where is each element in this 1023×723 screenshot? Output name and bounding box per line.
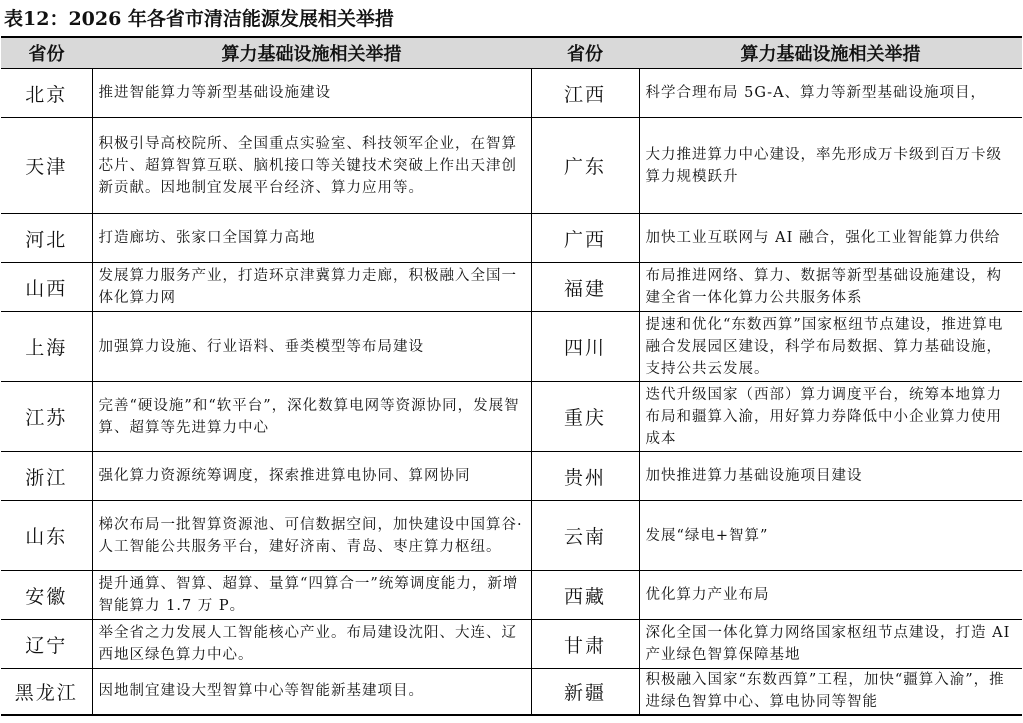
province-cell: 重庆 xyxy=(531,382,639,452)
table-row xyxy=(1,118,1022,214)
table-header-row xyxy=(1,37,1022,69)
measure-cell: 科学合理布局 5G-A、算力等新型基础设施项目， xyxy=(639,69,1022,118)
header-measures-right: 算力基础设施相关举措 xyxy=(639,37,1022,69)
measure-cell: 发展“绿电+智算” xyxy=(639,501,1022,571)
province-cell: 江西 xyxy=(531,69,639,118)
table-row xyxy=(1,452,1022,501)
measure-cell: 布局推进网络、算力、数据等新型基础设施建设，构建全省一体化算力公共服务体系 xyxy=(639,263,1022,312)
table-row xyxy=(1,263,1022,312)
table-row xyxy=(1,620,1022,669)
province-cell: 辽宁 xyxy=(1,620,92,669)
table-row xyxy=(1,69,1022,118)
measure-cell: 迭代升级国家（西部）算力调度平台，统筹本地算力布局和疆算入渝，用好算力券降低中小企业算力使用成本 xyxy=(639,382,1022,452)
table-row xyxy=(1,382,1022,452)
province-cell: 山东 xyxy=(1,501,92,571)
measure-cell: 因地制宜建设大型智算中心等智能新基建项目。 xyxy=(92,669,531,715)
province-cell: 安徽 xyxy=(1,571,92,620)
measure-cell: 深化全国一体化算力网络国家枢纽节点建设，打造 AI 产业绿色智算保障基地 xyxy=(639,620,1022,669)
measure-cell: 加快推进算力基础设施项目建设 xyxy=(639,452,1022,501)
province-cell: 甘肃 xyxy=(531,620,639,669)
province-cell: 新疆 xyxy=(531,669,639,715)
province-cell: 江苏 xyxy=(1,382,92,452)
measure-cell: 提升通算、智算、超算、量算“四算合一”统筹调度能力，新增智能算力 1.7 万 P。 xyxy=(92,571,531,620)
measures-table xyxy=(1,36,1022,716)
table-row xyxy=(1,669,1022,715)
province-cell: 天津 xyxy=(1,118,92,214)
province-cell: 贵州 xyxy=(531,452,639,501)
measure-cell: 提速和优化“东数西算”国家枢纽节点建设，推进算电融合发展园区建设，科学布局数据、算力基础设施，支持公共云发展。 xyxy=(639,312,1022,382)
measure-cell: 大力推进算力中心建设，率先形成万卡级到百万卡级算力规模跃升 xyxy=(639,118,1022,214)
header-province-left: 省份 xyxy=(1,37,92,69)
table-row xyxy=(1,571,1022,620)
header-province-right: 省份 xyxy=(531,37,639,69)
province-cell: 北京 xyxy=(1,69,92,118)
province-cell: 西藏 xyxy=(531,571,639,620)
table-row xyxy=(1,214,1022,263)
measure-cell: 优化算力产业布局 xyxy=(639,571,1022,620)
measure-cell: 积极引导高校院所、全国重点实验室、科技领军企业，在智算芯片、超算智算互联、脑机接口等关键技术突破上作出天津创新贡献。因地制宜发展平台经济、算力应用等。 xyxy=(92,118,531,214)
measure-cell: 加强算力设施、行业语料、垂类模型等布局建设 xyxy=(92,312,531,382)
province-cell: 浙江 xyxy=(1,452,92,501)
province-cell: 河北 xyxy=(1,214,92,263)
measure-cell: 完善“硬设施”和“软平台”，深化数算电网等资源协同，发展智算、超算等先进算力中心 xyxy=(92,382,531,452)
province-cell: 山西 xyxy=(1,263,92,312)
measure-cell: 举全省之力发展人工智能核心产业。布局建设沈阳、大连、辽西地区绿色算力中心。 xyxy=(92,620,531,669)
province-cell: 上海 xyxy=(1,312,92,382)
measure-cell: 打造廊坊、张家口全国算力高地 xyxy=(92,214,531,263)
province-cell: 福建 xyxy=(531,263,639,312)
province-cell: 广东 xyxy=(531,118,639,214)
table-row xyxy=(1,501,1022,571)
measure-cell: 强化算力资源统筹调度，探索推进算电协同、算网协同 xyxy=(92,452,531,501)
measure-cell: 积极融入国家“东数西算”工程，加快“疆算入渝”，推进绿色智算中心、算电协同等智能 xyxy=(639,669,1022,715)
table-title: 表12：2026 年各省市清洁能源发展相关举措 xyxy=(4,8,394,30)
province-cell: 黑龙江 xyxy=(1,669,92,715)
province-cell: 云南 xyxy=(531,501,639,571)
measure-cell: 发展算力服务产业，打造环京津冀算力走廊，积极融入全国一体化算力网 xyxy=(92,263,531,312)
header-measures-left: 算力基础设施相关举措 xyxy=(92,37,531,69)
measure-cell: 梯次布局一批智算资源池、可信数据空间，加快建设中国算谷·人工智能公共服务平台，建好济南、青岛、枣庄算力枢纽。 xyxy=(92,501,531,571)
measure-cell: 推进智能算力等新型基础设施建设 xyxy=(92,69,531,118)
measure-cell: 加快工业互联网与 AI 融合，强化工业智能算力供给 xyxy=(639,214,1022,263)
province-cell: 四川 xyxy=(531,312,639,382)
table-row xyxy=(1,312,1022,382)
province-cell: 广西 xyxy=(531,214,639,263)
